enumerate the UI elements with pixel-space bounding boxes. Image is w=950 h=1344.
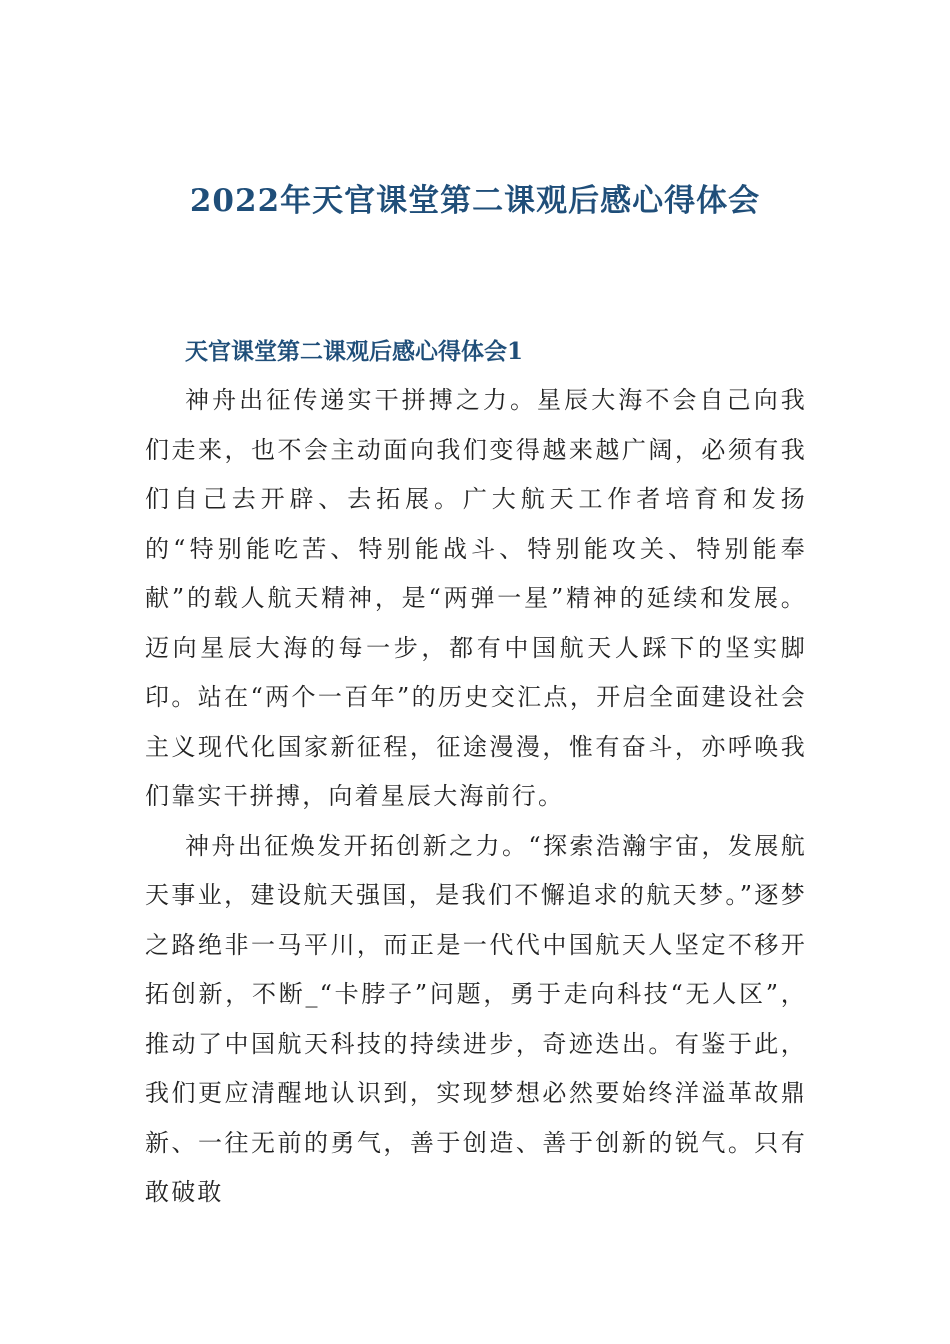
- paragraph-1: 神舟出征传递实干拼搏之力。星辰大海不会自己向我们走来，也不会主动面向我们变得越来越广阔，必须有我们自己去开辟、去拓展。广大航天工作者培育和发扬的“特别能吃苦、特别能战斗、特别能攻关、特别能奉献”的载人航天精神，是“两弹一星”精神的延续和发展。迈向星辰大海的每一步，都有中国航天人踩下的坚实脚印。站在“两个一百年”的历史交汇点，开启全面建设社会主义现代化国家新征程，征途漫漫，惟有奋斗，亦呼唤我们靠实干拼搏，向着星辰大海前行。: [145, 386, 807, 810]
- section-heading: 天官课堂第二课观后感心得体会1: [185, 338, 524, 365]
- document-title: 2022年天官课堂第二课观后感心得体会: [189, 183, 761, 219]
- paragraph-2: 神舟出征焕发开拓创新之力。“探索浩瀚宇宙，发展航天事业，建设航天强国，是我们不懈追求的航天梦。”逐梦之路绝非一马平川，而正是一代代中国航天人坚定不移开拓创新，不断_“卡脖子”问题，勇于走向科技“无人区”，推动了中国航天科技的持续进步，奇迹迭出。有鉴于此，我们更应清醒地认识到，实现梦想必然要始终洋溢革故鼎新、一往无前的勇气，善于创造、善于创新的锐气。只有敢破敢: [145, 831, 807, 1206]
- body-text: [145, 376, 807, 1218]
